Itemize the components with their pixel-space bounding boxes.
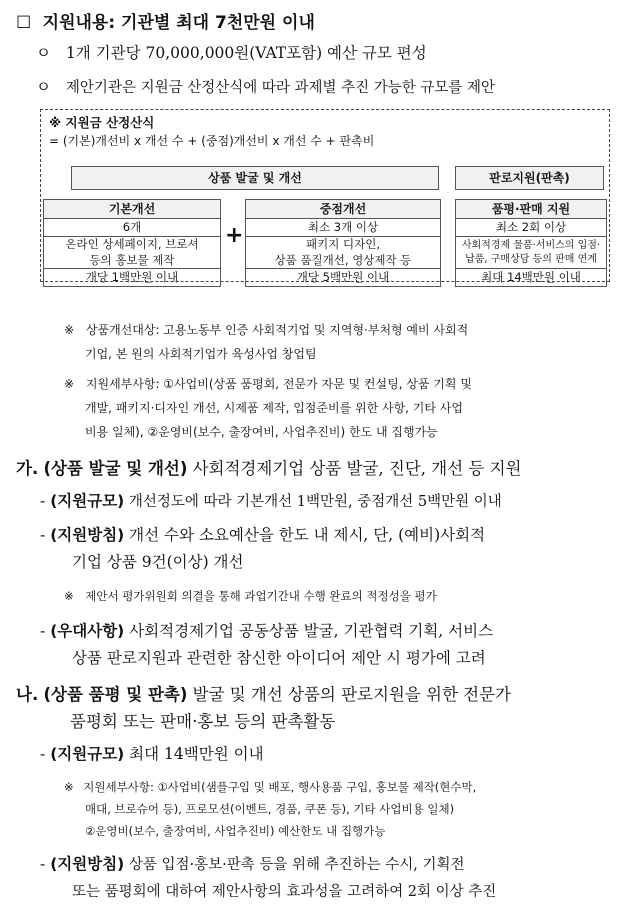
note-mark: ※ <box>64 323 75 337</box>
item-label: (우대사항) <box>50 622 125 640</box>
section-text: 사회적경제기업 상품 발굴, 진단, 개선 등 지원 <box>187 459 522 478</box>
formula-text: = (기본)개선비 x 개선 수 + (중점)개선비 x 개선 수 + 판촉비 <box>49 134 375 148</box>
formula-box <box>40 109 610 282</box>
bullet-marker: ㅇ <box>36 44 51 62</box>
section-title: (상품 발굴 및 개선) <box>43 459 188 478</box>
ga-item-policy <box>40 523 485 545</box>
plus-sign: + <box>225 223 244 248</box>
item-label: (지원규모) <box>50 745 125 763</box>
focus-desc-line: 상품 품질개선, 영상제작 등 <box>274 252 412 267</box>
basic-title: 기본개선 <box>43 199 221 219</box>
dash: - <box>40 492 46 510</box>
basic-count: 6개 <box>43 218 221 237</box>
section-na-heading <box>16 681 511 705</box>
item-text: 최대 14백만원 이내 <box>124 745 264 763</box>
basic-desc <box>43 236 221 269</box>
bullet-text: 1개 기관당 70,000,000원(VAT포함) 예산 규모 편성 <box>65 44 427 62</box>
note-mark: ※ <box>64 377 75 391</box>
note-details <box>64 375 472 392</box>
section-na-heading-line2: 품평회 또는 판매·홍보 등의 판촉활동 <box>70 712 336 731</box>
section-title: (상품 품평 및 판촉) <box>43 685 188 704</box>
dash: - <box>40 622 46 640</box>
focus-title: 중점개선 <box>245 199 441 219</box>
bullet-marker: ㅇ <box>36 78 51 96</box>
group-left-header: 상품 발굴 및 개선 <box>71 166 439 190</box>
item-text: 사회적경제기업 공동상품 발굴, 기관협력 기획, 서비스 <box>124 622 494 640</box>
note-mark: ※ <box>64 589 74 603</box>
na-item-policy <box>40 852 465 874</box>
basic-desc-line: 등의 홍보물 제작 <box>89 252 175 267</box>
dash: - <box>40 745 46 763</box>
ga-item-scale <box>40 489 502 511</box>
na-note <box>64 779 476 795</box>
bullet-proposal <box>36 75 495 97</box>
note-details-line3: 비용 일체), ②운영비(보수, 출장여비, 사업추진비) 한도 내 집행가능 <box>85 425 438 439</box>
na-item-scale <box>40 742 264 764</box>
heading-text: 지원내용: 기관별 최대 7천만원 이내 <box>42 13 315 33</box>
bullet-text: 제안기관은 지원금 산정산식에 따라 과제별 추진 가능한 규모를 제안 <box>65 80 495 96</box>
ga-item-preference <box>40 619 493 641</box>
main-heading <box>16 8 315 33</box>
section-ga-heading <box>16 455 521 479</box>
note-target-line2: 기업, 본 원의 사회적기업가 육성사업 창업팀 <box>85 347 317 361</box>
sales-desc <box>455 236 607 269</box>
item-text: 개선 수와 소요예산을 한도 내 제시, 단, (예비)사회적 <box>124 526 486 544</box>
focus-desc <box>245 236 441 269</box>
item-label: (지원방침) <box>50 526 125 544</box>
ga-note <box>64 588 437 604</box>
item-label: (지원방침) <box>50 855 125 873</box>
dash: - <box>40 855 46 873</box>
bullet-budget <box>36 41 427 63</box>
section-text: 발굴 및 개선 상품의 판로지원을 위한 전문가 <box>187 685 511 704</box>
dash: - <box>40 526 46 544</box>
sales-amount: 최대 14백만원 이내 <box>455 268 607 287</box>
sales-count: 최소 2회 이상 <box>455 218 607 237</box>
note-mark: ※ <box>64 780 74 794</box>
sales-title: 품평·판매 지원 <box>455 199 607 219</box>
formula-title: ※ 지원금 산정산식 <box>49 115 155 130</box>
na-note-line2: 매대, 브로슈어 등), 프로모션(이벤트, 경품, 쿠폰 등), 기타 사업비용 일체) <box>85 802 455 816</box>
sales-desc-line: 납품, 구매상담 등의 판매 연계 <box>465 253 597 265</box>
ga-item-preference-line2: 상품 판로지원과 관련한 참신한 아이디어 제안 시 평가에 고려 <box>72 649 486 667</box>
ga-item-policy-line2: 기업 상품 9건(이상) 개선 <box>72 553 244 571</box>
focus-desc-line: 패키지 디자인, <box>306 236 380 251</box>
na-note-line3: ②운영비(보수, 출장여비, 사업추진비) 예산한도 내 집행가능 <box>85 824 386 838</box>
item-text: 상품 입점·홍보·판촉 등을 위해 추진하는 수시, 기획전 <box>124 857 465 873</box>
focus-count: 최소 3개 이상 <box>245 218 441 237</box>
note-line: 상품개선대상: 고용노동부 인증 사회적기업 및 지역형·부처형 예비 사회적 <box>85 323 469 337</box>
group-right-header: 판로지원(판촉) <box>455 166 604 190</box>
note-details-line2: 개발, 패키지·디자인 개선, 시제품 제작, 입점준비를 위한 사항, 기타 사업 <box>85 401 463 415</box>
checkbox-icon: ☐ <box>16 13 32 33</box>
note-line: 지원세부사항: ①사업비(샘플구입 및 배포, 행사용품 구입, 홍보물 제작(현수막, <box>83 780 477 794</box>
item-text: 개선정도에 따라 기본개선 1백만원, 중점개선 5백만원 이내 <box>124 494 502 510</box>
section-number: 가. <box>16 459 39 478</box>
note-target <box>64 321 468 338</box>
focus-amount: 개당 5백만원 이내 <box>245 268 441 287</box>
note-line: 제안서 평가위원회 의결을 통해 과업기간내 수행 완료의 적정성을 평가 <box>85 589 437 603</box>
note-line: 지원세부사항: ①사업비(상품 품평회, 전문가 자문 및 컨설팅, 상품 기획 및 <box>85 377 472 391</box>
basic-desc-line: 온라인 상세페이지, 브로셔 <box>65 236 199 251</box>
sales-desc-line: 사회적경제 물품·서비스의 입점· <box>461 240 601 251</box>
section-number: 나. <box>16 685 39 704</box>
item-label: (지원규모) <box>50 492 125 510</box>
basic-amount: 개당 1백만원 이내 <box>43 268 221 287</box>
na-item-policy-line2: 또는 품평회에 대하여 제안사항의 효과성을 고려하여 2회 이상 추진 <box>72 884 497 900</box>
